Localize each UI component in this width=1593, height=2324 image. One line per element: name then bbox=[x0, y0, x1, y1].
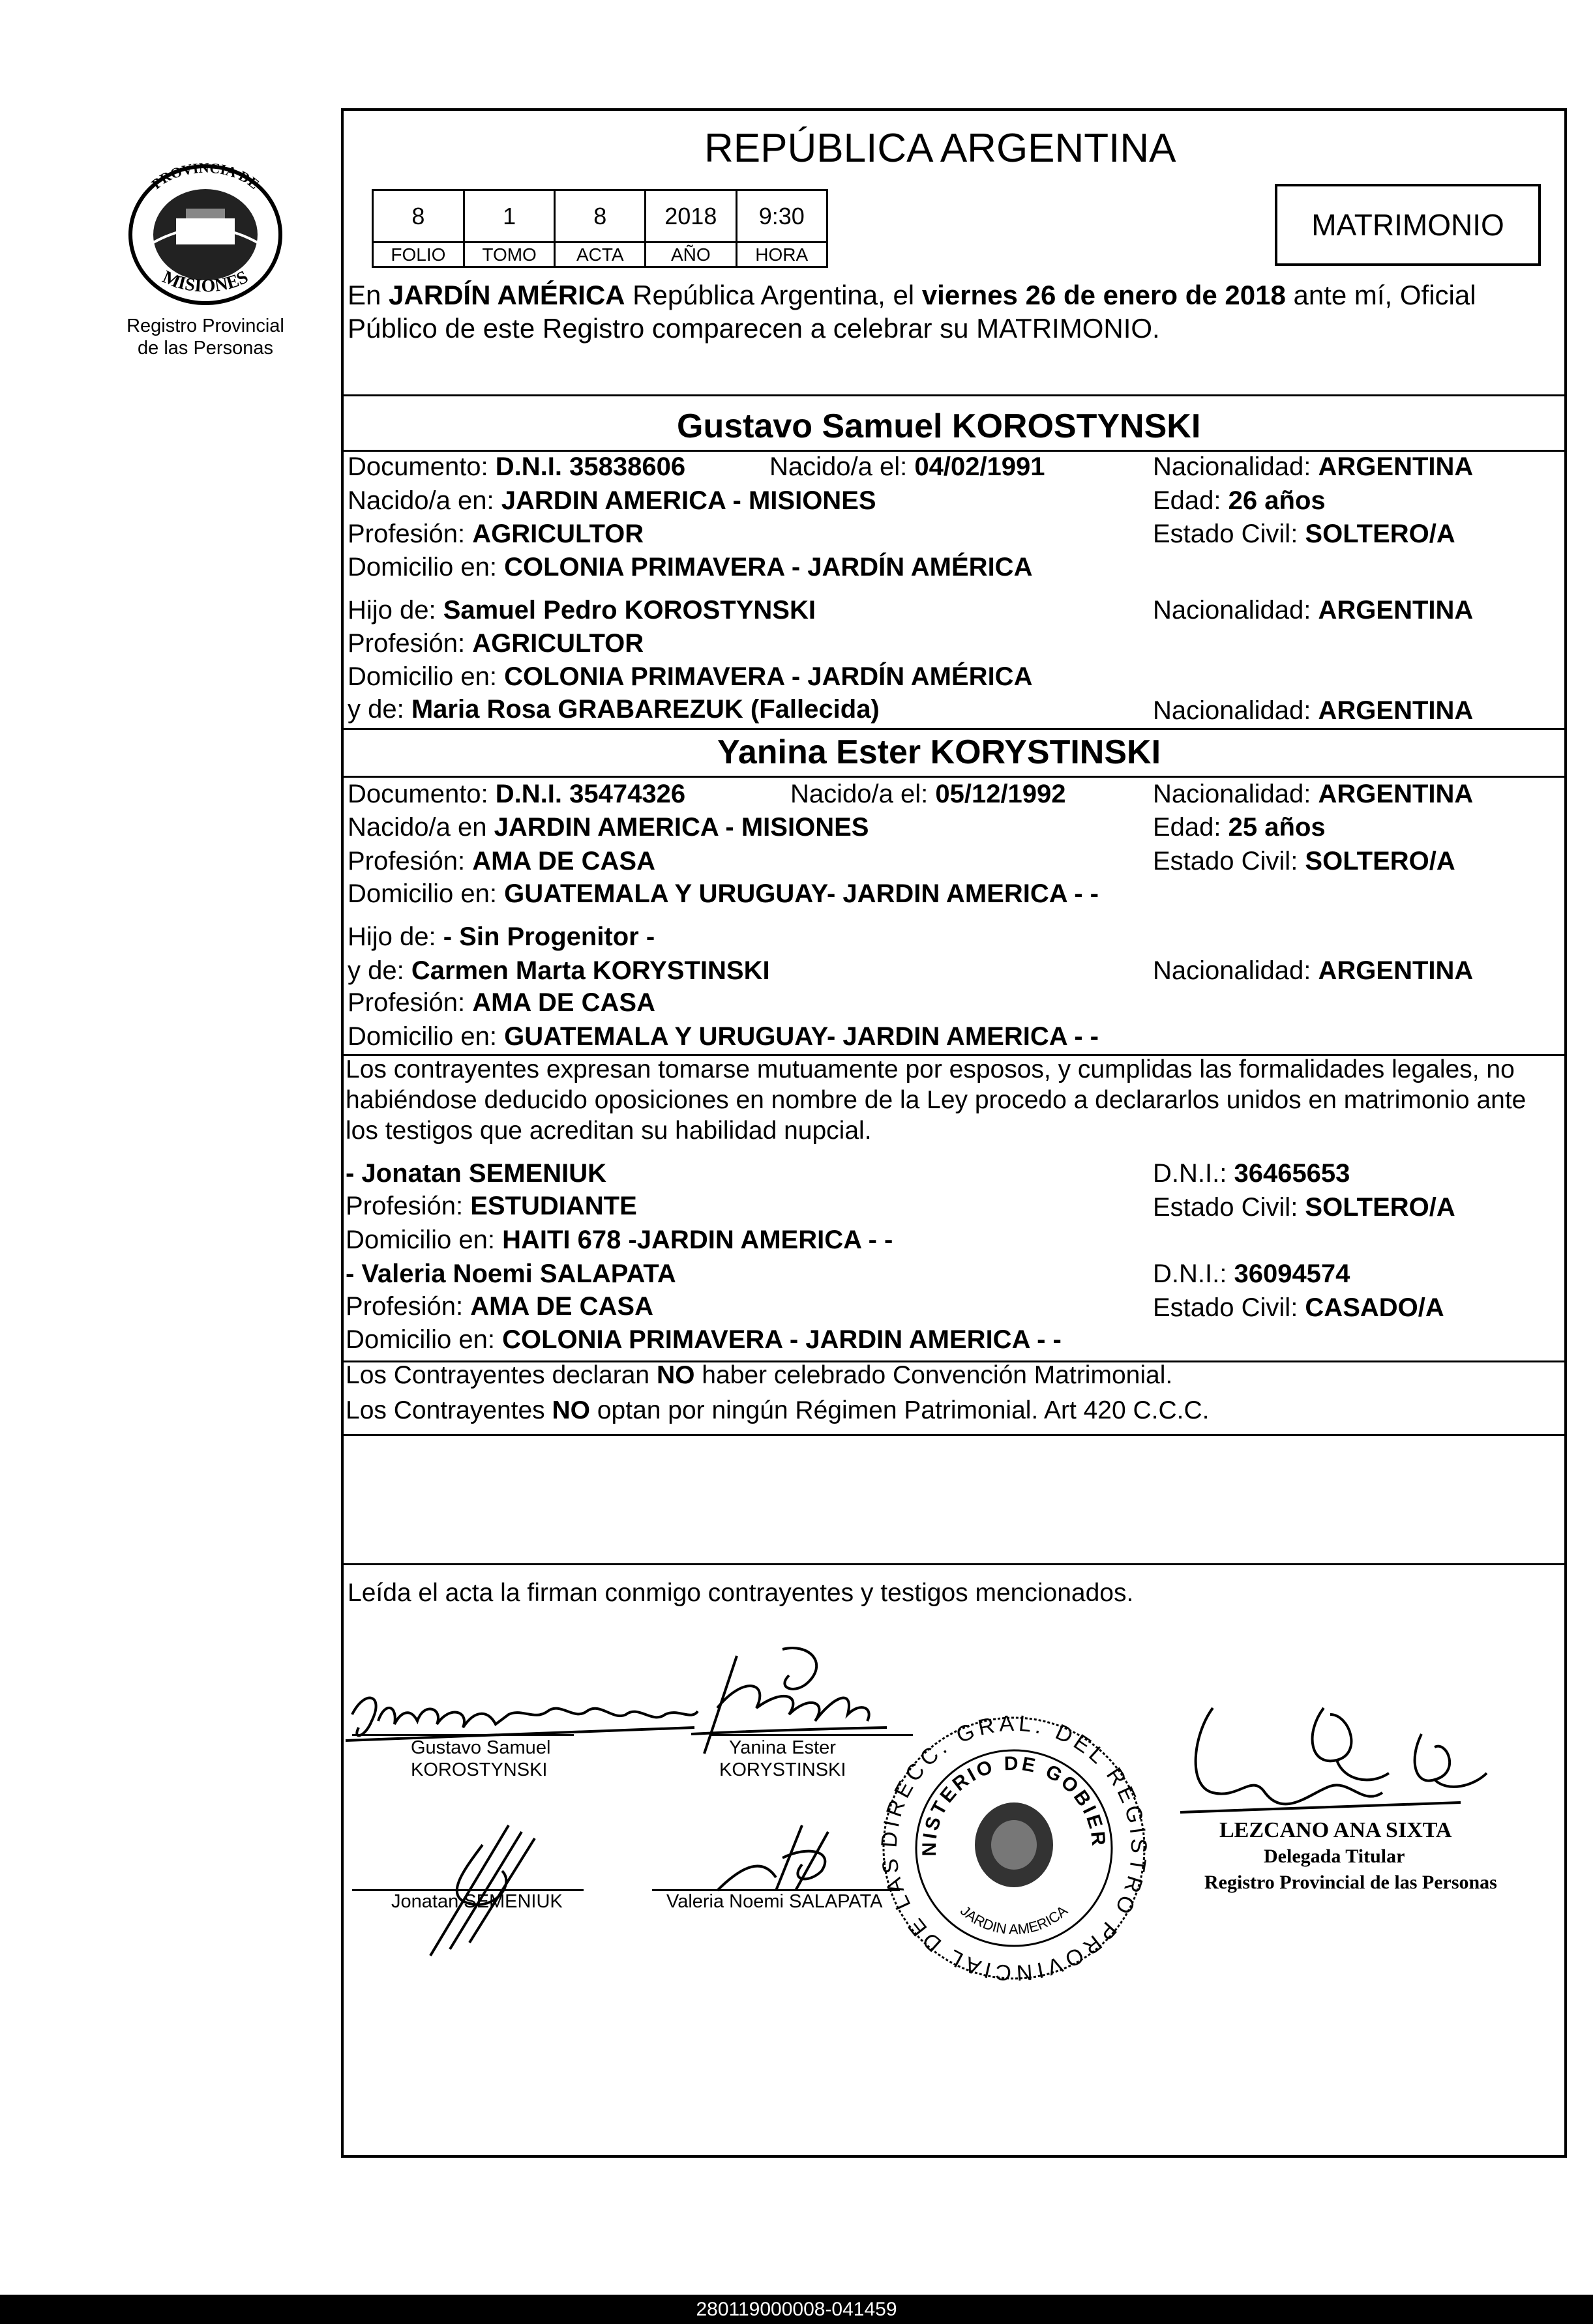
record-hora: 9:30 bbox=[736, 190, 827, 243]
official-registry: Registro Provincial de las Personas bbox=[1204, 1872, 1497, 1893]
value: ARGENTINA bbox=[1318, 452, 1474, 481]
value: Maria Rosa GRABAREZUK (Fallecida) bbox=[411, 695, 880, 724]
intro-place: JARDÍN AMÉRICA bbox=[389, 280, 625, 310]
witness2-dni bbox=[1153, 1258, 1350, 1289]
label: Profesión: bbox=[348, 847, 473, 875]
declaration-line1: Los contrayentes expresan tomarse mutuamente por esposos, y cumplidas las formalidades legales, no bbox=[346, 1055, 1515, 1083]
label: Nacionalidad: bbox=[1153, 956, 1318, 985]
label: Domicilio en: bbox=[346, 1226, 503, 1254]
value: 04/02/1991 bbox=[914, 452, 1045, 481]
record-label-folio: FOLIO bbox=[373, 243, 464, 267]
label: Nacionalidad: bbox=[1153, 696, 1318, 725]
bride-documento bbox=[348, 778, 685, 810]
value: ARGENTINA bbox=[1318, 596, 1474, 625]
groom-documento bbox=[348, 451, 685, 482]
official-title: Delegada Titular bbox=[1264, 1846, 1405, 1867]
groom-mother-nacionalidad bbox=[1153, 695, 1473, 726]
bride-edad bbox=[1153, 812, 1326, 843]
groom-profesion bbox=[348, 518, 644, 550]
value: JARDIN AMERICA - MISIONES bbox=[501, 486, 876, 515]
witness2-sign-label: Valeria Noemi SALAPATA bbox=[666, 1891, 883, 1912]
label: Nacido/a en: bbox=[348, 486, 501, 515]
record-anio: 2018 bbox=[646, 190, 736, 243]
witness1-dni bbox=[1153, 1158, 1350, 1189]
witness1-domicilio bbox=[346, 1224, 893, 1256]
svg-text:JARDIN AMERICA bbox=[957, 1902, 1071, 1937]
value: CASADO/A bbox=[1305, 1293, 1444, 1322]
bride-mother bbox=[348, 955, 770, 986]
record-folio: 8 bbox=[373, 190, 464, 243]
declaration-line2: habiéndose deducido oposiciones en nombre de la Ley procedo a declararlos unidos en matrimonio ante bbox=[346, 1086, 1526, 1114]
label: Hijo de: bbox=[348, 596, 443, 625]
groom-father bbox=[348, 595, 816, 626]
label: Estado Civil: bbox=[1153, 520, 1305, 548]
label: Domicilio en: bbox=[348, 879, 505, 908]
value: 05/12/1992 bbox=[935, 780, 1066, 808]
groom-nacido-en bbox=[348, 485, 876, 516]
witness1-sign-label: Jonatan SEMENIUK bbox=[391, 1891, 563, 1912]
official-name: LEZCANO ANA SIXTA bbox=[1219, 1818, 1452, 1842]
value: SOLTERO/A bbox=[1305, 1193, 1455, 1222]
divider-blank bbox=[344, 1434, 1564, 1436]
label: Profesión: bbox=[348, 988, 473, 1017]
groom-father-profesion bbox=[348, 628, 644, 659]
label: Profesión: bbox=[346, 1292, 471, 1321]
intro-line1 bbox=[348, 278, 1476, 312]
record-label-tomo: TOMO bbox=[464, 243, 555, 267]
bride-nacionalidad bbox=[1153, 778, 1473, 810]
groom-nacionalidad bbox=[1153, 451, 1473, 482]
bride-father bbox=[348, 921, 655, 952]
divider-header bbox=[344, 394, 1564, 396]
value: JARDIN AMERICA - MISIONES bbox=[494, 813, 869, 842]
groom-signature-line bbox=[352, 1734, 574, 1736]
bride-sign-label-1: Yanina Ester bbox=[729, 1737, 836, 1758]
value: GUATEMALA Y URUGUAY- JARDIN AMERICA - - bbox=[504, 1022, 1099, 1051]
witness2-profesion bbox=[346, 1291, 653, 1322]
divider-signatures bbox=[344, 1563, 1564, 1565]
value: AGRICULTOR bbox=[472, 629, 644, 658]
bride-profesion bbox=[348, 846, 655, 877]
intro-date: viernes 26 de enero de 2018 bbox=[921, 280, 1286, 310]
bride-mother-profesion bbox=[348, 987, 655, 1018]
label: Edad: bbox=[1153, 813, 1228, 842]
value: 36094574 bbox=[1234, 1259, 1350, 1288]
label: Edad: bbox=[1153, 486, 1228, 515]
label: Nacido/a en bbox=[348, 813, 494, 842]
divider-bride-top bbox=[344, 728, 1564, 730]
value: D.N.I. 35474326 bbox=[495, 780, 686, 808]
intro-line2: Público de este Registro comparecen a celebrar su MATRIMONIO. bbox=[348, 313, 1160, 344]
emphasis: NO bbox=[656, 1361, 695, 1389]
label: y de: bbox=[348, 695, 411, 724]
value: AMA DE CASA bbox=[472, 847, 655, 875]
label: Nacionalidad: bbox=[1153, 452, 1318, 481]
bride-mother-domicilio bbox=[348, 1021, 1099, 1052]
registry-logo bbox=[111, 147, 300, 310]
record-label-hora: HORA bbox=[736, 243, 827, 267]
declaration-line3: los testigos que acreditan su habilidad nupcial. bbox=[346, 1117, 872, 1145]
stamp-ring-text: DIRECC. GRAL. DEL REGISTRO PROVINCIAL DE LAS bbox=[877, 1711, 1151, 1985]
record-acta: 8 bbox=[555, 190, 646, 243]
bride-estado bbox=[1153, 846, 1455, 877]
convention-line2 bbox=[346, 1395, 1210, 1426]
groom-sign-label-2: KOROSTYNSKI bbox=[411, 1759, 548, 1780]
label: Nacionalidad: bbox=[1153, 596, 1318, 625]
registry-label bbox=[98, 315, 313, 359]
value: ARGENTINA bbox=[1318, 956, 1474, 985]
document-title: REPÚBLICA ARGENTINA bbox=[704, 126, 1176, 171]
bride-nacido-el bbox=[790, 778, 1066, 810]
footer-bar bbox=[0, 2295, 1593, 2324]
witness1-name: - Jonatan SEMENIUK bbox=[346, 1159, 607, 1188]
label: Nacido/a el: bbox=[769, 452, 915, 481]
official-stamp bbox=[877, 1711, 1151, 1985]
emphasis: NO bbox=[552, 1396, 591, 1424]
value: Carmen Marta KORYSTINSKI bbox=[411, 956, 770, 985]
label: Profesión: bbox=[348, 520, 473, 548]
groom-mother bbox=[348, 694, 880, 725]
groom-name: Gustavo Samuel KOROSTYNSKI bbox=[677, 407, 1201, 445]
value: 26 años bbox=[1228, 486, 1326, 515]
value: AGRICULTOR bbox=[472, 520, 644, 548]
value: - Sin Progenitor - bbox=[443, 922, 655, 951]
text: haber celebrado Convención Matrimonial. bbox=[694, 1361, 1173, 1389]
label: Domicilio en: bbox=[348, 1022, 505, 1051]
value: COLONIA PRIMAVERA - JARDÍN AMÉRICA bbox=[504, 553, 1033, 581]
groom-sign-label-1: Gustavo Samuel bbox=[411, 1737, 551, 1758]
witness1-profesion bbox=[346, 1190, 637, 1222]
witness2-estado bbox=[1153, 1292, 1444, 1323]
value: HAITI 678 -JARDIN AMERICA - - bbox=[502, 1226, 893, 1254]
label: Nacionalidad: bbox=[1153, 780, 1318, 808]
record-table bbox=[372, 189, 828, 266]
footer-code: 280119000008-041459 bbox=[696, 2298, 897, 2320]
record-label-acta: ACTA bbox=[555, 243, 646, 267]
label: y de: bbox=[348, 956, 411, 985]
value: Samuel Pedro KOROSTYNSKI bbox=[443, 596, 816, 625]
value: 25 años bbox=[1228, 813, 1326, 842]
label: Estado Civil: bbox=[1153, 1193, 1305, 1222]
groom-nacido-el bbox=[769, 451, 1045, 482]
label: Domicilio en: bbox=[348, 553, 505, 581]
value: ARGENTINA bbox=[1318, 780, 1474, 808]
groom-edad bbox=[1153, 485, 1326, 516]
intro-text-3: ante mí, Oficial bbox=[1285, 280, 1476, 310]
label: Hijo de: bbox=[348, 922, 443, 951]
record-label-anio: AÑO bbox=[646, 243, 736, 267]
value: ARGENTINA bbox=[1318, 696, 1474, 725]
divider-bride-title bbox=[344, 776, 1564, 778]
act-type-box bbox=[1275, 184, 1541, 266]
bride-mother-nacionalidad bbox=[1153, 955, 1473, 986]
bride-sign-label-2: KORYSTINSKI bbox=[719, 1759, 846, 1780]
label: Nacido/a el: bbox=[790, 780, 936, 808]
groom-father-domicilio bbox=[348, 661, 1032, 692]
bride-nacido-en bbox=[348, 812, 869, 843]
value: 36465653 bbox=[1234, 1159, 1350, 1188]
label: Profesión: bbox=[348, 629, 473, 658]
intro-text-2: República Argentina, el bbox=[625, 280, 922, 310]
groom-father-nacionalidad bbox=[1153, 595, 1473, 626]
svg-text:PROVINCIA DE bbox=[148, 160, 262, 192]
label: Domicilio en: bbox=[346, 1325, 503, 1354]
label: Domicilio en: bbox=[348, 662, 505, 691]
record-tomo: 1 bbox=[464, 190, 555, 243]
stamp-place-text: JARDIN AMERICA bbox=[957, 1902, 1071, 1938]
label: Estado Civil: bbox=[1153, 1293, 1305, 1322]
label: D.N.I.: bbox=[1153, 1259, 1234, 1288]
bride-domicilio bbox=[348, 878, 1099, 909]
value: D.N.I. 35838606 bbox=[495, 452, 686, 481]
value: SOLTERO/A bbox=[1305, 520, 1455, 548]
value: COLONIA PRIMAVERA - JARDÍN AMÉRICA bbox=[504, 662, 1033, 691]
witness2-name: - Valeria Noemi SALAPATA bbox=[346, 1259, 676, 1288]
stamp-inner-text: NISTERIO DE GOBIER bbox=[918, 1752, 1110, 1857]
convention-line1 bbox=[346, 1360, 1172, 1391]
value: GUATEMALA Y URUGUAY- JARDIN AMERICA - - bbox=[504, 879, 1099, 908]
text: optan por ningún Régimen Patrimonial. Art 420 C.C.C. bbox=[590, 1396, 1210, 1424]
value: COLONIA PRIMAVERA - JARDIN AMERICA - - bbox=[502, 1325, 1062, 1354]
label: Profesión: bbox=[346, 1192, 471, 1220]
groom-domicilio bbox=[348, 552, 1032, 583]
act-type: MATRIMONIO bbox=[1311, 208, 1504, 242]
groom-estado bbox=[1153, 518, 1455, 550]
closing-text: Leída el acta la firman conmigo contrayentes y testigos mencionados. bbox=[348, 1579, 1134, 1607]
label: Documento: bbox=[348, 452, 496, 481]
witness2-domicilio bbox=[346, 1324, 1062, 1355]
bride-name: Yanina Ester KORYSTINSKI bbox=[717, 733, 1161, 771]
registry-label-line1: Registro Provincial bbox=[127, 316, 284, 336]
label: D.N.I.: bbox=[1153, 1159, 1234, 1188]
logo-top-text: PROVINCIA DE bbox=[148, 159, 263, 192]
text: Los Contrayentes declaran bbox=[346, 1361, 657, 1389]
registry-label-line2: de las Personas bbox=[138, 338, 273, 359]
value: AMA DE CASA bbox=[470, 1292, 653, 1321]
text: Los Contrayentes bbox=[346, 1396, 552, 1424]
value: SOLTERO/A bbox=[1305, 847, 1455, 875]
intro-text-1: En bbox=[348, 280, 389, 310]
logo-bottom-text: MISIONES bbox=[159, 267, 252, 297]
label: Estado Civil: bbox=[1153, 847, 1305, 875]
value: ESTUDIANTE bbox=[470, 1192, 637, 1220]
value: AMA DE CASA bbox=[472, 988, 655, 1017]
label: Documento: bbox=[348, 780, 496, 808]
witness1-estado bbox=[1153, 1192, 1455, 1223]
